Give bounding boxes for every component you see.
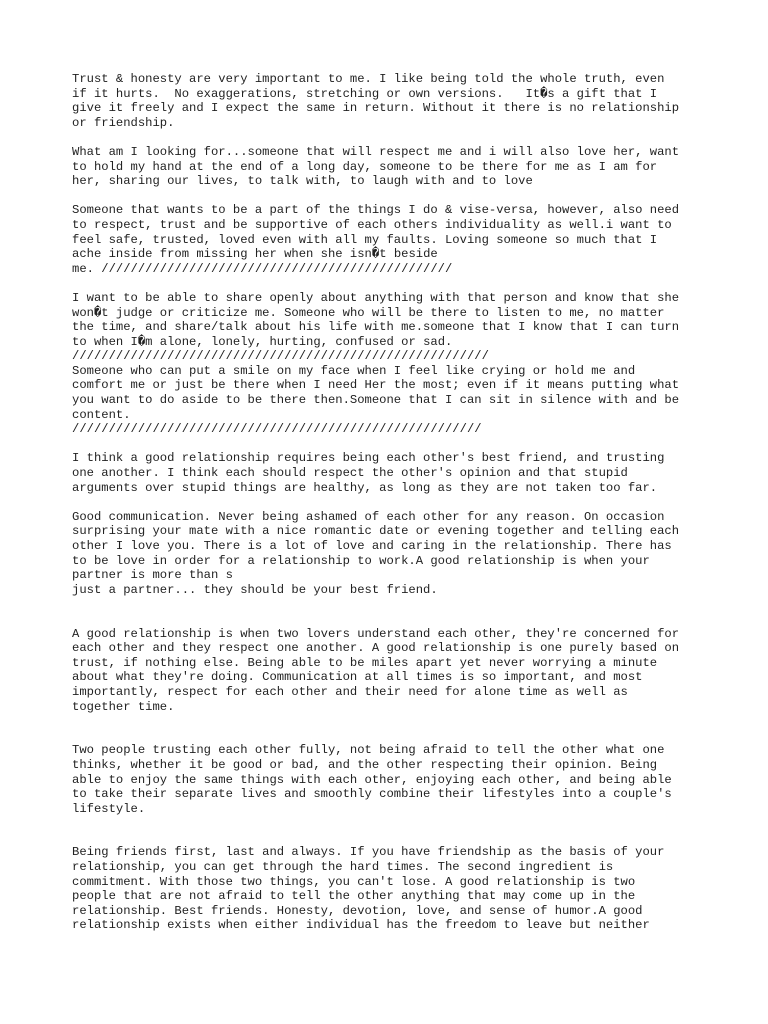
paragraph-spacer: [72, 597, 712, 626]
document-page: [72, 72, 712, 933]
paragraph-share-openly: I want to be able to share openly about anything with that person and know that she won�t judge or criticize me. Someone who will be there to listen to me, no matter the time, and share/talk about his life with me.someone that I know that I can turn to when I�m alone, lonely, hurting, confused or sad. ///////////////////////////////////////////////////////// Someone who can put a smile on my face when I feel like crying or hold me and comfort me or just be there when I need Her the most; even if it means putting what you want to do aside to be there then.Someone that I can sit in silence with and be content. ////////////////////////////////////////////////////////: [72, 290, 680, 437]
paragraph-friends-first: Being friends first, last and always. If you have friendship as the basis of your relationship, you can get through the hard times. The second ingredient is commitment. With those two things, you can't lose. A good relationship is two people that are not afraid to tell the other anything that may come up in the relationship. Best friends. Honesty, devotion, love, and sense of humor.A good relationship exists when either individual has the freedom to leave but neither: [72, 845, 665, 933]
paragraph-spacer: [72, 276, 712, 291]
paragraph-spacer: [72, 130, 712, 145]
paragraph-spacer: [72, 189, 712, 204]
paragraph-someone-that-wants: Someone that wants to be a part of the things I do & vise-versa, however, also need to respect, trust and be supportive of each others individuality as well.i want to feel safe, trusted, loved even with all my faults. Loving someone so much that I ache inside from missing her when she isn�t beside me. ////////////////////////////////////////////////: [72, 203, 680, 276]
paragraph-trust-honesty: Trust & honesty are very important to me. I like being told the whole truth, even if it hurts. No exaggerations, stretching or own versions. It�s a gift that I give it freely and I expect the same in return. Without it there is no relationship or friendship.: [72, 72, 680, 130]
paragraph-spacer: [72, 437, 712, 452]
paragraph-spacer: [72, 714, 712, 743]
paragraph-spacer: [72, 495, 712, 510]
paragraph-two-lovers: A good relationship is when two lovers understand each other, they're concerned for each other and they respect one another. A good relationship is one purely based on trust, if nothing else. Being able to be miles apart yet never worrying a minute about what they're doing. Communication at all times is so important, and most importantly, respect for each other and their need for alone time as well as together time.: [72, 626, 680, 714]
paragraph-spacer: [72, 816, 712, 845]
paragraph-good-communication: Good communication. Never being ashamed of each other for any reason. On occasion surprising your mate with a nice romantic date or evening together and telling each other I love you. There is a lot of love and caring in the relationship. There has to be love in order for a relationship to work.A good relationship is when your partner is more than s just a partner... they should be your best friend.: [72, 509, 680, 597]
paragraph-best-friend: I think a good relationship requires being each other's best friend, and trusting one another. I think each should respect the other's opinion and that stupid arguments over stupid things are healthy, as long as they are not taken too far.: [72, 451, 665, 495]
paragraph-looking-for: What am I looking for...someone that will respect me and i will also love her, want to hold my hand at the end of a long day, someone to be there for me as I am for her, sharing our lives, to talk with, to laugh with and to love: [72, 144, 680, 189]
paragraph-trusting-fully: Two people trusting each other fully, not being afraid to tell the other what one thinks, whether it be good or bad, and the other respecting their opinion. Being able to enjoy the same things with each other, enjoying each other, and being able to take their separate lives and smoothly combine their lifestyles into a couple's lifestyle.: [72, 743, 672, 816]
